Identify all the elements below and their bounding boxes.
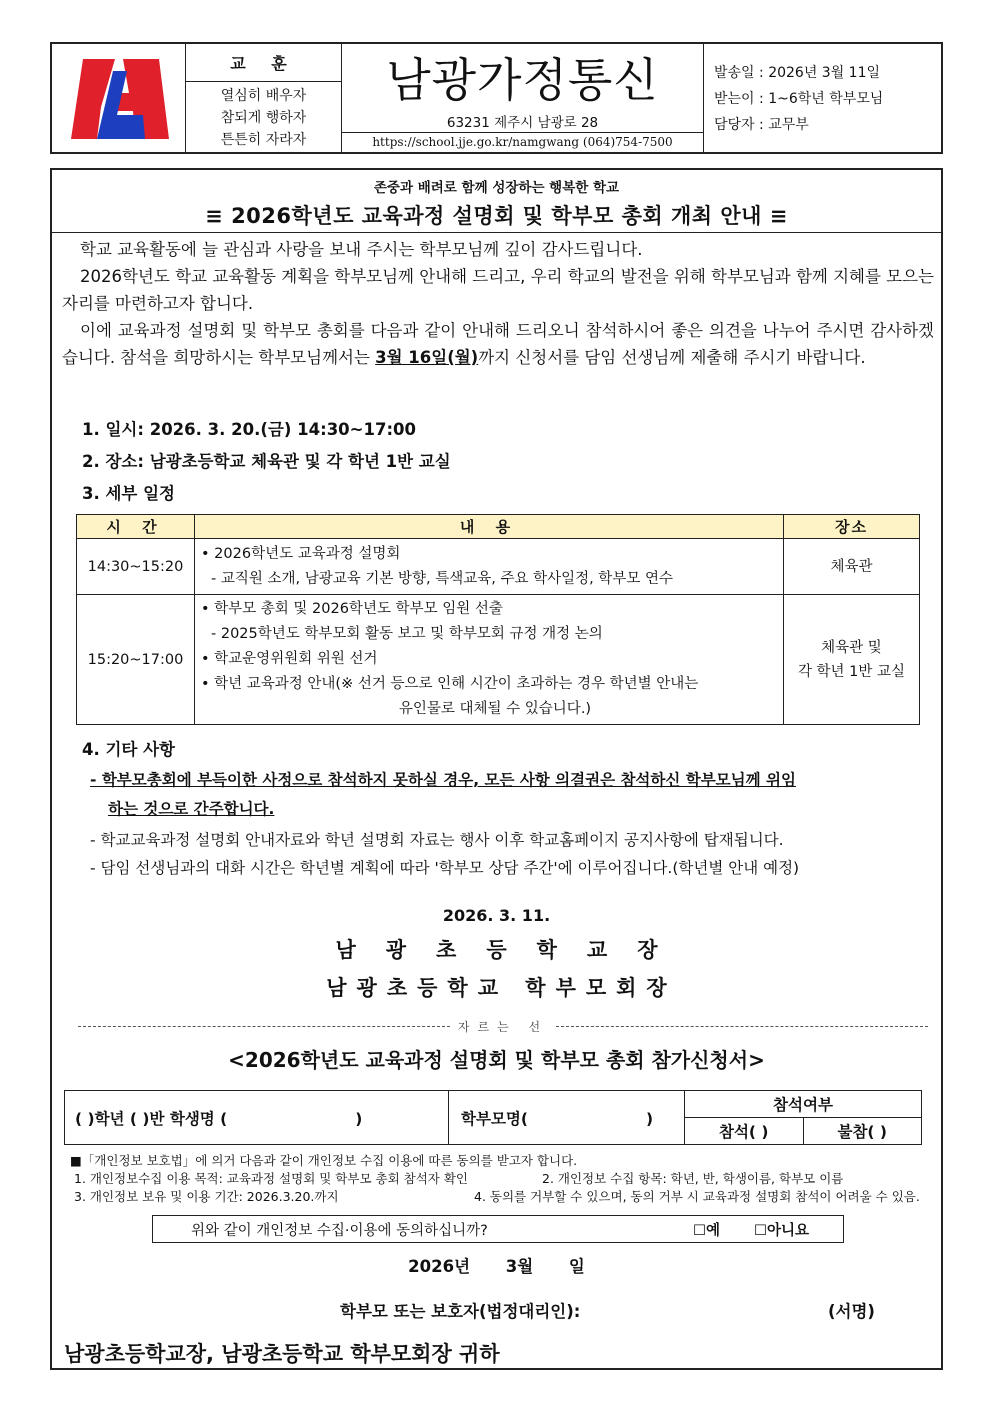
recipient: 받는이 : 1~6학년 학부모님 [714,91,884,107]
school-motto [186,44,342,152]
signer-label: 학부모 또는 보호자(법정대리인): [340,1302,581,1321]
cut-line [78,1018,928,1035]
intro-text [62,236,934,371]
sign-date: 2026년 3월 일 [408,1257,585,1276]
item-date: 1. 일시: 2026. 3. 20.(금) 14:30~17:00 [82,420,417,439]
motto-line: 열심히 배우자 [220,88,307,104]
item-other: 4. 기타 사항 [82,740,175,759]
consent-no-checkbox[interactable]: ☐아니요 [753,1222,809,1239]
absent-checkbox[interactable]: 불참( ) [803,1118,922,1145]
attend-checkbox[interactable]: 참석( ) [685,1118,804,1145]
schedule-place: 체육관 및 각 학년 1반 교실 [784,595,920,725]
send-date: 발송일 : 2026년 3월 11일 [714,65,881,81]
schedule-content: • 학부모 총회 및 2026학년도 학부모 임원 선출 - 2025학년도 학부모회 활동 보고 및 학부모회 규정 개정 논의 • 학교운영위원회 위원 선거 • 학년 교육과정 안내(※ 선거 등으로 인해 시간이 초과하는 경우 학년별 안내는 유인물로 대체될 수 있습니다.) [195,595,784,725]
attendance-header: 참석여부 [685,1091,922,1118]
consent-question: 위와 같이 개인정보 수집·이용에 동의하십니까? [191,1222,488,1239]
principal-signature: 남광초등학교장 [335,938,688,962]
form-title: <2026학년도 교육과정 설명회 및 학부모 총회 참가신청서> [228,1048,765,1072]
note-proxy: - 학부모총회에 부득이한 사정으로 참석하지 못하실 경우, 모든 사항 의결권은 참석하신 학부모님께 위임 하는 것으로 간주합니다. [90,771,796,818]
school-address: 63231 제주시 남광로 28 [342,110,703,133]
newsletter-header [50,42,943,154]
newsletter-title: 남광가정통신 [386,53,659,107]
motto-line: 참되게 행하자 [220,110,307,126]
intro-paragraph: 이에 교육과정 설명회 및 학부모 총회를 다음과 같이 안내해 드리오니 참석하시어 좋은 의견을 나누어 주시면 감사하겠습니다. 참석을 희망하시는 학부모님께서는 3월 16일(월)까지 신청서를 담임 선생님께 제출해 주시기 바랍니다. [62,321,934,367]
intro-paragraph: 학교 교육활동에 늘 관심과 사랑을 보내 주시는 학부모님께 깊이 감사드립니다. [80,240,643,259]
consent-box [152,1215,844,1243]
send-info [704,44,941,152]
privacy-notice: ■「개인정보 보호법」에 의거 다음과 같이 개인정보 수집 이용에 따른 동의를 받고자 합니다. 1. 개인정보수집 이용 목적: 교육과정 설명회 및 학부모 총회 참석자 확인 2. 개인정보 수집 항목: 학년, 반, 학생이름, 학부모 이름 3. 개인정보 보유 및 이용 기간: 2026.3.20.까지 4. 동의를 거부할 수 있으며, 동의 거부 시 교육과정 설명회 참석이 어려울 수 있음. [70,1153,920,1204]
addressee: 남광초등학교장, 남광초등학교 학부모회장 귀하 [64,1342,500,1366]
item-place: 2. 장소: 남광초등학교 체육관 및 각 학년 1반 교실 [82,452,451,471]
deadline: 3월 16일(월) [375,348,479,367]
table-row [77,595,920,725]
schedule-place: 체육관 [784,539,920,595]
table-row [77,539,920,595]
student-field[interactable]: ( )학년 ( )반 학생명 ( ) [65,1091,449,1145]
column-header: 내 용 [195,515,784,539]
schedule-time: 14:30~15:20 [77,539,195,595]
motto-line: 튼튼히 자라자 [220,132,307,148]
newsletter-title-block [342,44,704,152]
document-body [50,168,943,1370]
note-counseling: - 담임 선생님과의 대화 시간은 학년별 계획에 따라 '학부모 상담 주간'에 이루어집니다.(학년별 안내 예정) [90,859,800,877]
motto-title: 교 훈 [186,44,341,82]
signature-mark[interactable]: (서명) [828,1302,875,1321]
schedule-time: 15:20~17:00 [77,595,195,725]
parents-head-signature: 남광초등학교 학부모회장 [326,976,677,1000]
person-in-charge: 담당자 : 교무부 [714,117,809,133]
parent-name-field[interactable]: 학부모명( ) [449,1091,685,1145]
schedule-table [76,514,920,725]
consent-yes-checkbox[interactable]: ☐예 [692,1222,720,1239]
note-materials: - 학교교육과정 설명회 안내자료와 학년 설명회 자료는 행사 이후 학교홈페이지 공지사항에 탑재됩니다. [90,831,784,849]
school-tagline: 존중과 배려로 함께 성장하는 행복한 학교 [373,180,620,196]
title-divider [52,232,941,233]
school-url-phone[interactable]: https://school.jje.go.kr/namgwang (064)754-7500 [372,135,673,150]
school-logo-icon [67,55,171,141]
column-header: 장소 [784,515,920,539]
schedule-content: • 2026학년도 교육과정 설명회 - 교직원 소개, 남광교육 기본 방향, 특색교육, 주요 학사일정, 학부모 연수 [195,539,784,595]
column-header: 시 간 [77,515,195,539]
application-table [64,1090,922,1145]
intro-paragraph: 2026학년도 학교 교육활동 계획을 학부모님께 안내해 드리고, 우리 학교의 발전을 위해 학부모님과 함께 지혜를 모으는 자리를 마련하고자 합니다. [62,267,934,313]
cut-line-label: 자르는 선 [457,1020,549,1034]
schedule-header-row [77,515,920,539]
item-schedule: 3. 세부 일정 [82,484,175,503]
issue-date: 2026. 3. 11. [442,906,551,925]
school-logo [52,44,186,152]
document-title: ≡ 2026학년도 교육과정 설명회 및 학부모 총회 개최 안내 ≡ [205,204,788,228]
